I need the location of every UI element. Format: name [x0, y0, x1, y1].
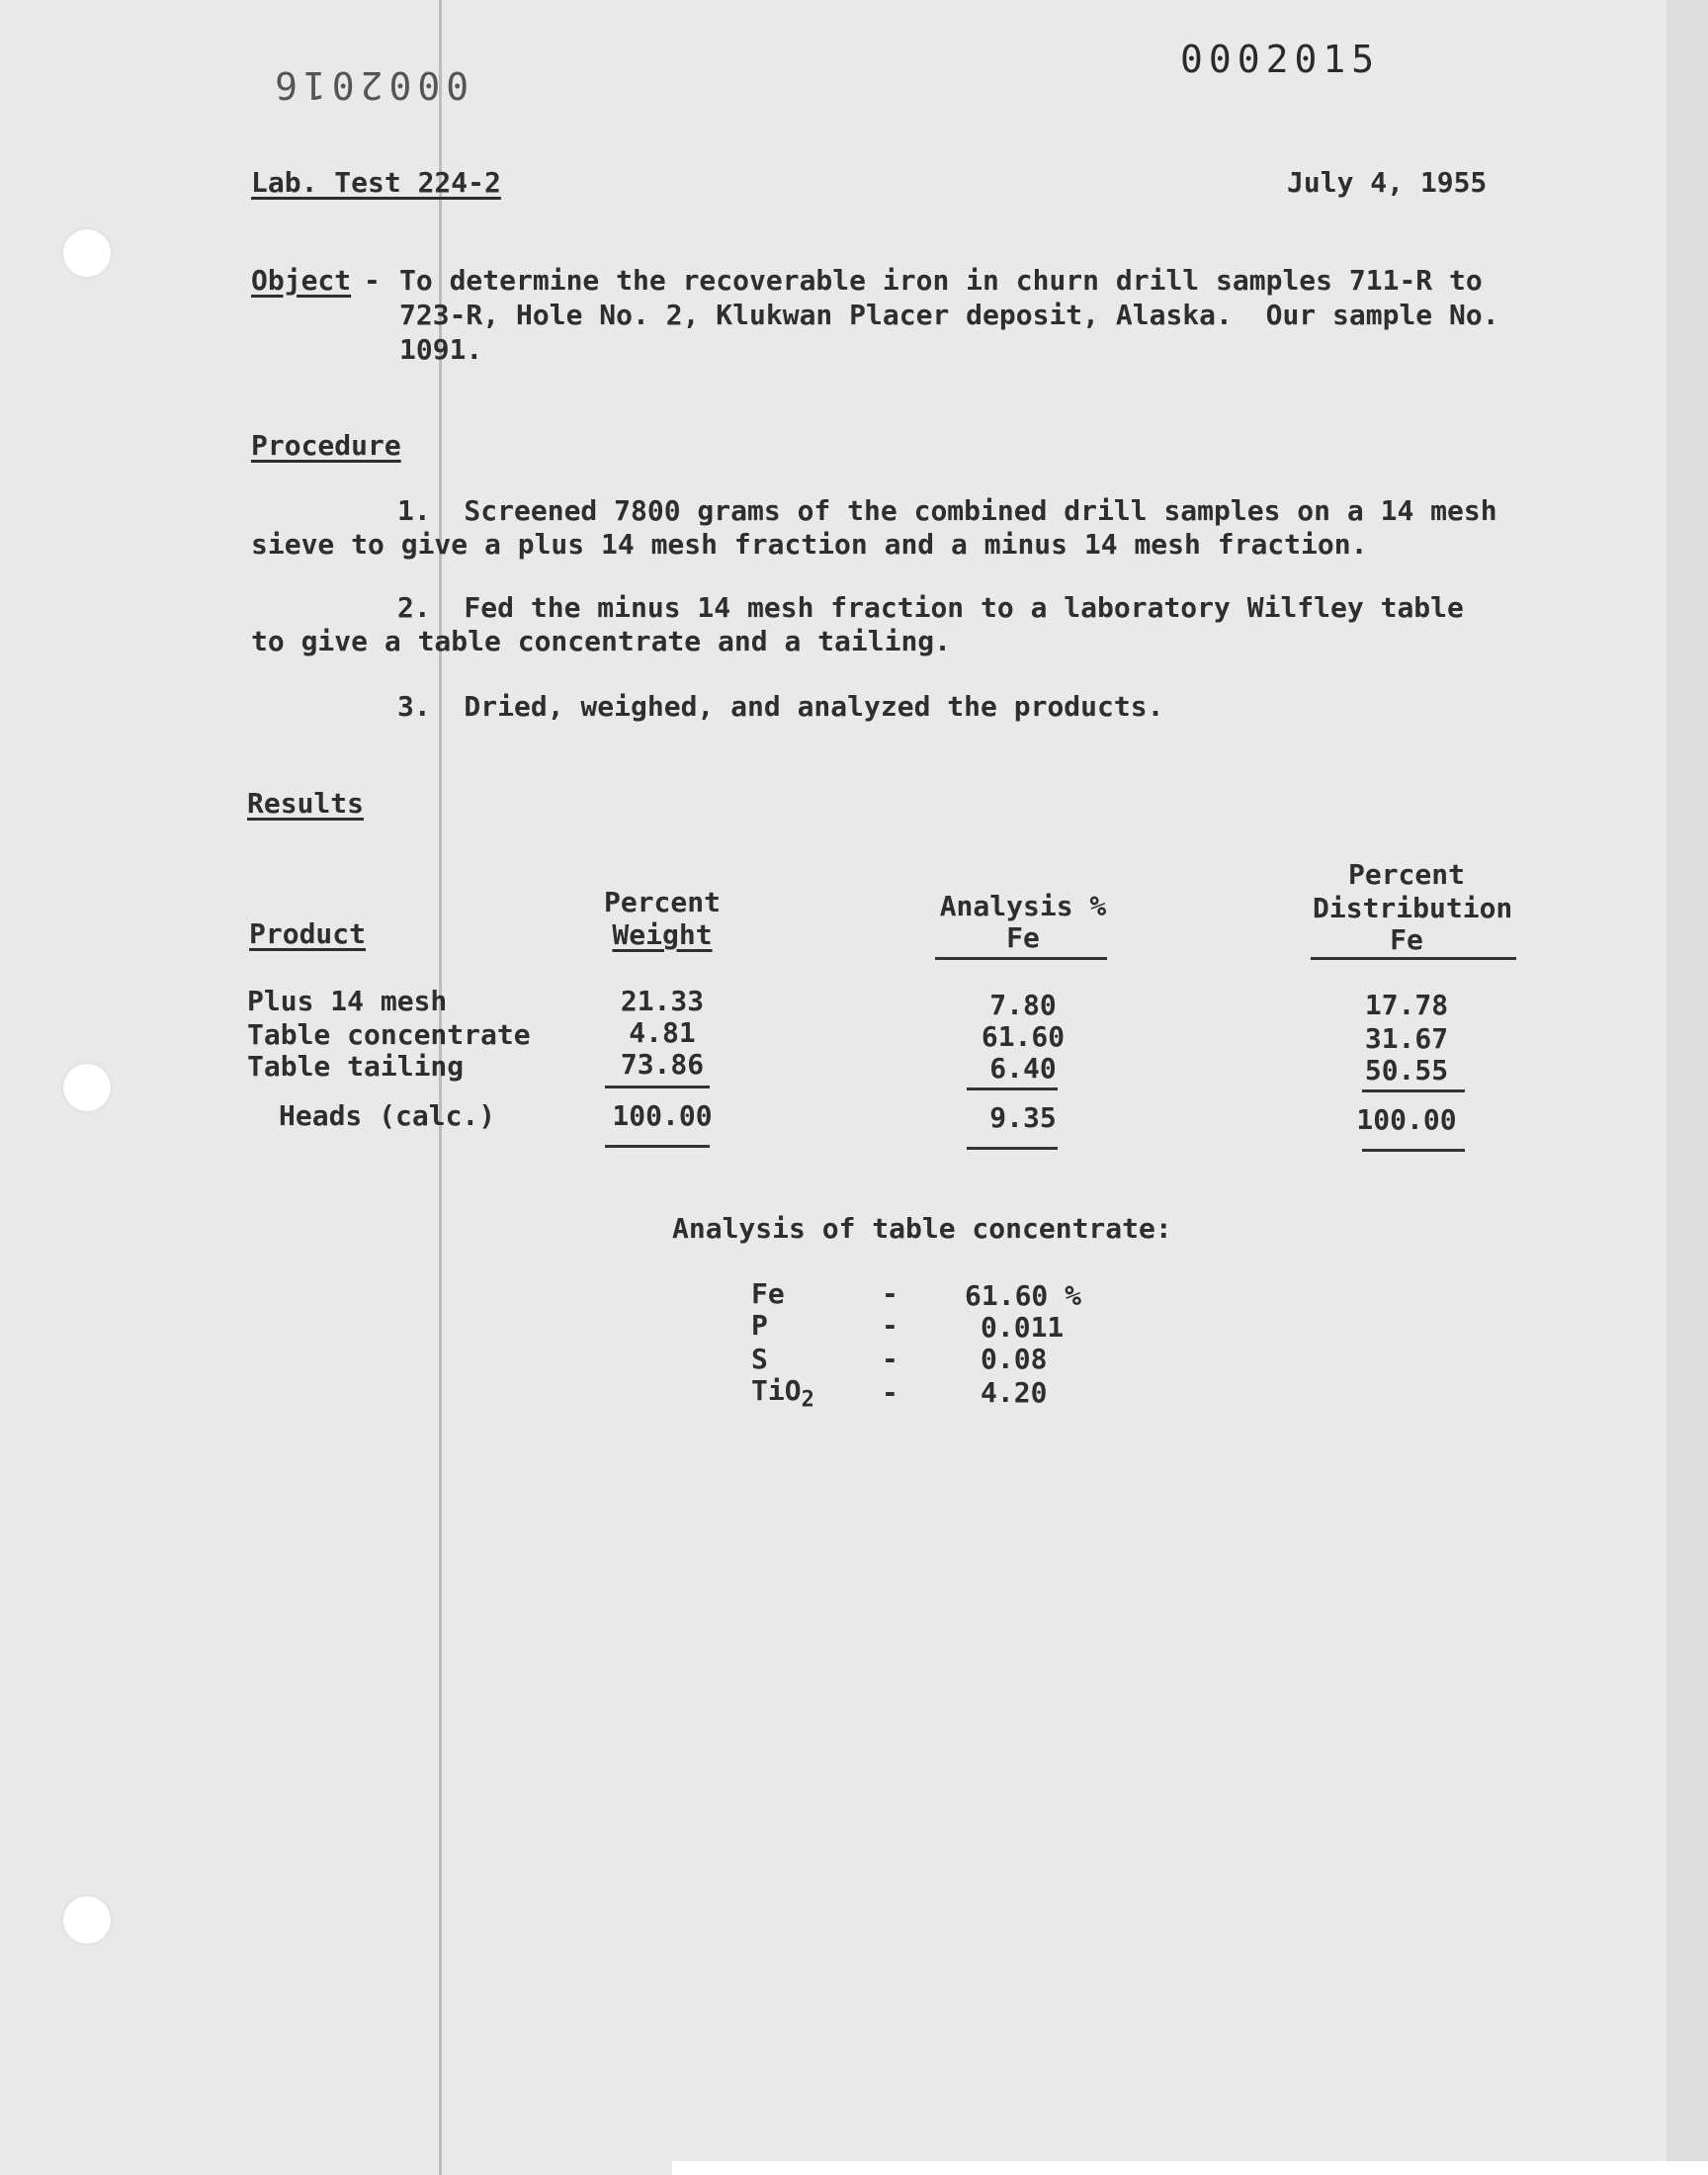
document-number-stamp: 0002015 [1180, 38, 1381, 81]
object-dash: - [364, 264, 381, 297]
total-rule [1362, 1149, 1465, 1152]
element-subscript: 2 [801, 1387, 814, 1413]
element-dash: - [882, 1343, 898, 1375]
col-header-weight: Percent [603, 886, 721, 918]
page-edge [1666, 0, 1708, 2175]
element-symbol: TiO$_2$ [751, 1374, 814, 1413]
element-value: 61.60 % [965, 1279, 1082, 1312]
col-header-analysis: Fe [1006, 921, 1040, 954]
col-header-product: Product [249, 917, 367, 950]
object-line: 723-R, Hole No. 2, Klukwan Placer deposit, Alaska. Our sample No. [399, 299, 1499, 331]
col-header-weight: Weight [612, 918, 713, 951]
row-distribution: 31.67 [1364, 1022, 1449, 1055]
element-value: 4.20 [981, 1376, 1048, 1409]
col-header-analysis: Analysis % [939, 890, 1107, 922]
total-weight: 100.00 [612, 1099, 713, 1132]
punch-hole [63, 229, 111, 277]
element-dash: - [882, 1277, 898, 1310]
row-product: Plus 14 mesh [247, 985, 448, 1017]
object-line: 1091. [399, 333, 483, 366]
document-date: July 4, 1955 [1287, 166, 1488, 199]
element-symbol: P [751, 1309, 768, 1342]
object-label: Object [251, 264, 352, 297]
element-symbol: S [751, 1343, 768, 1375]
sum-rule [1362, 1089, 1465, 1092]
col-header-distribution: Distribution [1313, 892, 1513, 924]
sum-rule [605, 1086, 710, 1088]
punch-hole [63, 1064, 111, 1111]
object-line: To determine the recoverable iron in churn drill samples 711-R to [399, 264, 1483, 297]
row-distribution: 17.78 [1364, 989, 1449, 1021]
punch-hole [63, 1896, 111, 1944]
procedure-heading: Procedure [251, 429, 401, 462]
procedure-step-cont: to give a table concentrate and a tailing. [251, 625, 952, 657]
row-analysis: 7.80 [989, 989, 1057, 1021]
row-analysis: 61.60 [981, 1020, 1066, 1053]
procedure-step: 1. Screened 7800 grams of the combined drill samples on a 14 mesh [397, 494, 1497, 527]
total-product: Heads (calc.) [279, 1099, 496, 1132]
concentrate-heading: Analysis of table concentrate: [672, 1212, 1172, 1245]
total-rule [967, 1147, 1058, 1150]
row-weight: 4.81 [629, 1016, 696, 1049]
row-distribution: 50.55 [1364, 1054, 1449, 1087]
inverted-number-stamp: 0002016 [269, 63, 470, 107]
procedure-step: 2. Fed the minus 14 mesh fraction to a laboratory Wilfley table [397, 591, 1464, 624]
col-header-distribution: Percent [1347, 858, 1465, 891]
element-dash: - [882, 1309, 898, 1342]
element-symbol: Fe [751, 1277, 785, 1310]
total-distribution: 100.00 [1356, 1103, 1457, 1136]
procedure-step-cont: sieve to give a plus 14 mesh fraction and a minus 14 mesh fraction. [251, 528, 1368, 561]
row-product: Table tailing [247, 1050, 465, 1083]
row-weight: 21.33 [620, 985, 705, 1017]
header-rule [935, 957, 1107, 960]
sum-rule [967, 1088, 1058, 1090]
element-value: 0.08 [981, 1343, 1048, 1375]
lab-test-title: Lab. Test 224-2 [251, 166, 501, 199]
col-header-distribution: Fe [1390, 923, 1423, 956]
element-value: 0.011 [981, 1311, 1065, 1344]
row-product: Table concentrate [247, 1018, 531, 1051]
results-heading: Results [247, 787, 365, 820]
row-analysis: 6.40 [989, 1052, 1057, 1085]
element-dash: - [882, 1376, 898, 1409]
total-analysis: 9.35 [989, 1101, 1057, 1134]
row-weight: 73.86 [620, 1048, 705, 1081]
total-rule [605, 1145, 710, 1148]
procedure-step: 3. Dried, weighed, and analyzed the products. [397, 690, 1164, 723]
header-rule [1311, 957, 1516, 960]
page-edge-bottom [672, 2161, 1708, 2175]
